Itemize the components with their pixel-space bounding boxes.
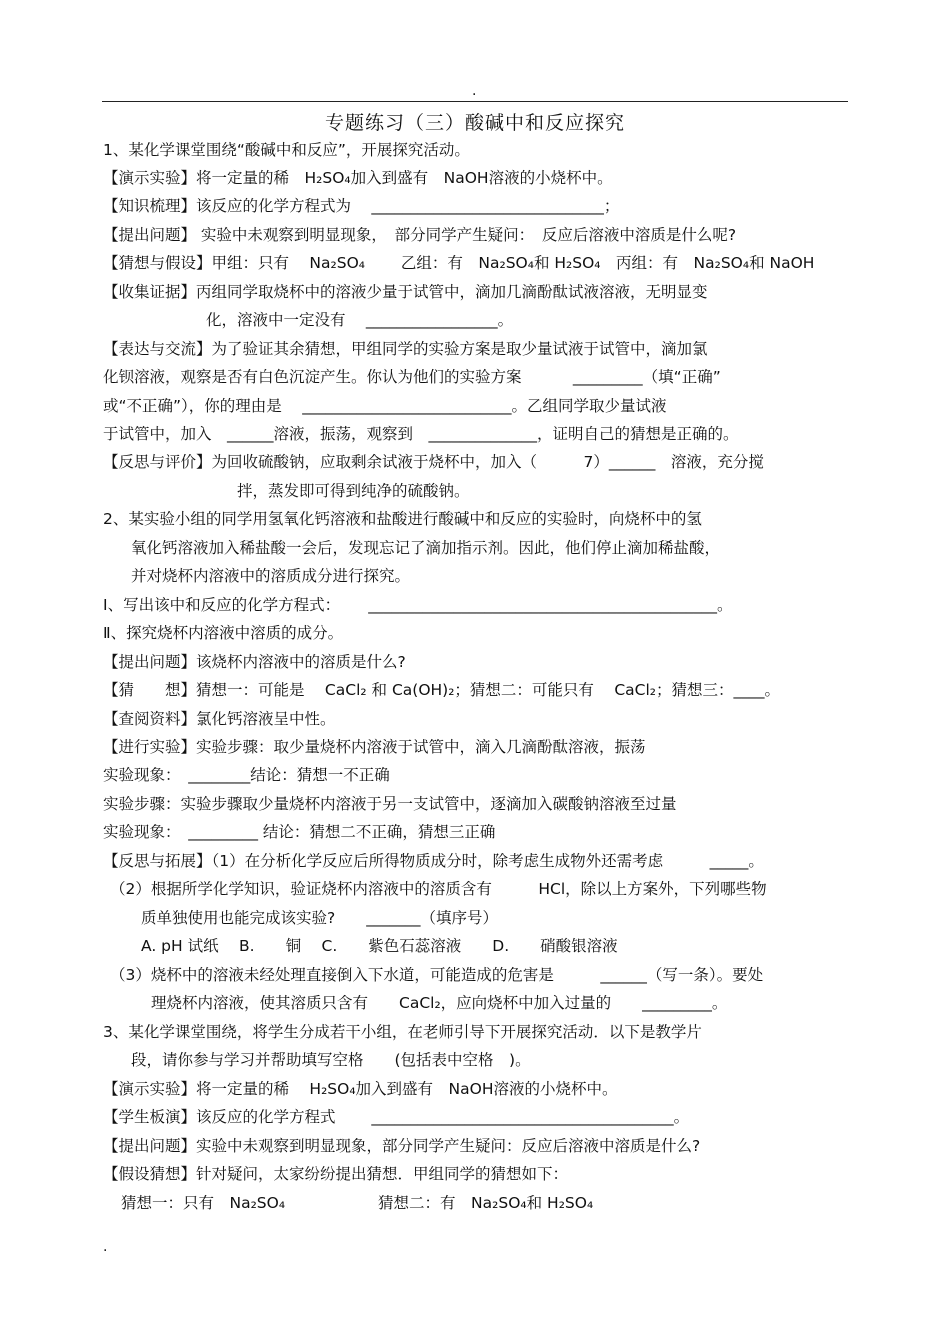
text-line: 【知识梳理】该反应的化学方程式为 ______________________________； (103, 197, 620, 215)
text-line: 化钡溶液，观察是否有白色沉淀产生。你认为他们的实验方案 _________（填“正确” (103, 368, 721, 386)
text-line: 猜想一：只有 Na₂SO₄ 猜想二：有 Na₂SO₄和 H₂SO₄ (121, 1194, 594, 1212)
text-line: 2、某实验小组的同学用氢氧化钙溶液和盐酸进行酸碱中和反应的实验时，向烧杯中的氢 (103, 510, 702, 528)
text-line: 实验现象： ________结论：猜想一不正确 (103, 766, 390, 784)
text-line: 或“不正确”），你的理由是 ___________________________。乙组同学取少量试液 (103, 397, 667, 415)
header-rule (102, 101, 848, 102)
text-line: 【猜 想】猜想一：可能是 CaCl₂ 和 Ca(OH)₂；猜想二：可能只有 CaCl₂；猜想三：____。 (103, 681, 781, 699)
text-line: 【演示实验】将一定量的稀 H₂SO₄加入到盛有 NaOH溶液的小烧杯中。 (103, 1080, 618, 1098)
text-line: 1、某化学课堂围绕“酸碱中和反应”，开展探究活动。 (103, 141, 470, 159)
text-line: 【表达与交流】为了验证其余猜想，甲组同学的实验方案是取少量试液于试管中，滴加氯 (103, 340, 708, 358)
header-mark: . (472, 83, 477, 99)
text-line: （3）烧杯中的溶液未经处理直接倒入下水道，可能造成的危害是 ______（写一条）。要处 (110, 966, 764, 984)
text-line: 【提出问题】 实验中未观察到明显现象， 部分同学产生疑问： 反应后溶液中溶质是什么呢? (103, 226, 737, 244)
text-line: 质单独使用也能完成该实验? _______（填序号） (141, 909, 498, 927)
text-line: 【猜想与假设】甲组：只有 Na₂SO₄ 乙组：有 Na₂SO₄和 H₂SO₄ 丙组：有 Na₂SO₄和 NaOH (103, 254, 815, 272)
text-line: Ⅱ、探究烧杯内溶液中溶质的成分。 (103, 624, 344, 642)
text-line: 实验现象： _________ 结论：猜想二不正确，猜想三正确 (103, 823, 496, 841)
footer-mark: . (103, 1239, 108, 1255)
text-line: 【学生板演】该反应的化学方程式 _______________________________________。 (103, 1108, 690, 1126)
text-line: （2）根据所学化学知识，验证烧杯内溶液中的溶质含有 HCl，除以上方案外，下列哪些物 (110, 880, 767, 898)
text-line: Ⅰ、写出该中和反应的化学方程式： _____________________________________________。 (103, 596, 733, 614)
text-line: A. pH 试纸 B. 铜 C. 紫色石蕊溶液 D. 硝酸银溶液 (141, 937, 618, 955)
text-line: 于试管中，加入 ______溶液，振荡，观察到 ______________，证明自己的猜想是正确的。 (103, 425, 739, 443)
text-line: 【提出问题】该烧杯内溶液中的溶质是什么? (103, 653, 406, 671)
text-line: 【反思与评价】为回收硫酸钠，应取剩余试液于烧杯中，加入（ 7）______ 溶液，充分搅 (103, 453, 764, 471)
page-title: 专题练习（三）酸碱中和反应探究 (324, 112, 625, 134)
text-line: 拌，蒸发即可得到纯净的硫酸钠。 (237, 482, 470, 500)
text-line: 化，溶液中一定没有 _________________。 (206, 311, 514, 329)
text-line: 【进行实验】实验步骤：取少量烧杯内溶液于试管中，滴入几滴酚酞溶液，振荡 (103, 738, 646, 756)
text-line: 【演示实验】将一定量的稀 H₂SO₄加入到盛有 NaOH溶液的小烧杯中。 (103, 169, 613, 187)
text-line: 实验步骤：实验步骤取少量烧杯内溶液于另一支试管中，逐滴加入碳酸钠溶液至过量 (103, 795, 677, 813)
text-line: 并对烧杯内溶液中的溶质成分进行探究。 (131, 567, 411, 585)
text-line: 3、某化学课堂围绕，将学生分成若干小组，在老师引导下开展探究活动．以下是教学片 (103, 1023, 702, 1041)
text-line: 【查阅资料】氯化钙溶液呈中性。 (103, 710, 336, 728)
text-line: 段，请你参与学习并帮助填写空格 (包括表中空格 )。 (131, 1051, 531, 1069)
text-line: 【提出问题】实验中未观察到明显现象，部分同学产生疑问：反应后溶液中溶质是什么? (103, 1137, 701, 1155)
text-line: 【假设猜想】针对疑问，太家纷纷提出猜想．甲组同学的猜想如下： (103, 1165, 569, 1183)
text-line: 氧化钙溶液加入稀盐酸一会后，发现忘记了滴加指示剂。因此，他们停止滴加稀盐酸， (131, 539, 721, 557)
text-line: 【反思与拓展】（1）在分析化学反应后所得物质成分时，除考虑生成物外还需考虑 _____。 (103, 852, 764, 870)
text-line: 理烧杯内溶液，使其溶质只含有 CaCl₂，应向烧杯中加入过量的 _________。 (151, 994, 728, 1012)
text-line: 【收集证据】丙组同学取烧杯中的溶液少量于试管中，滴加几滴酚酞试液溶液，无明显变 (103, 283, 708, 301)
